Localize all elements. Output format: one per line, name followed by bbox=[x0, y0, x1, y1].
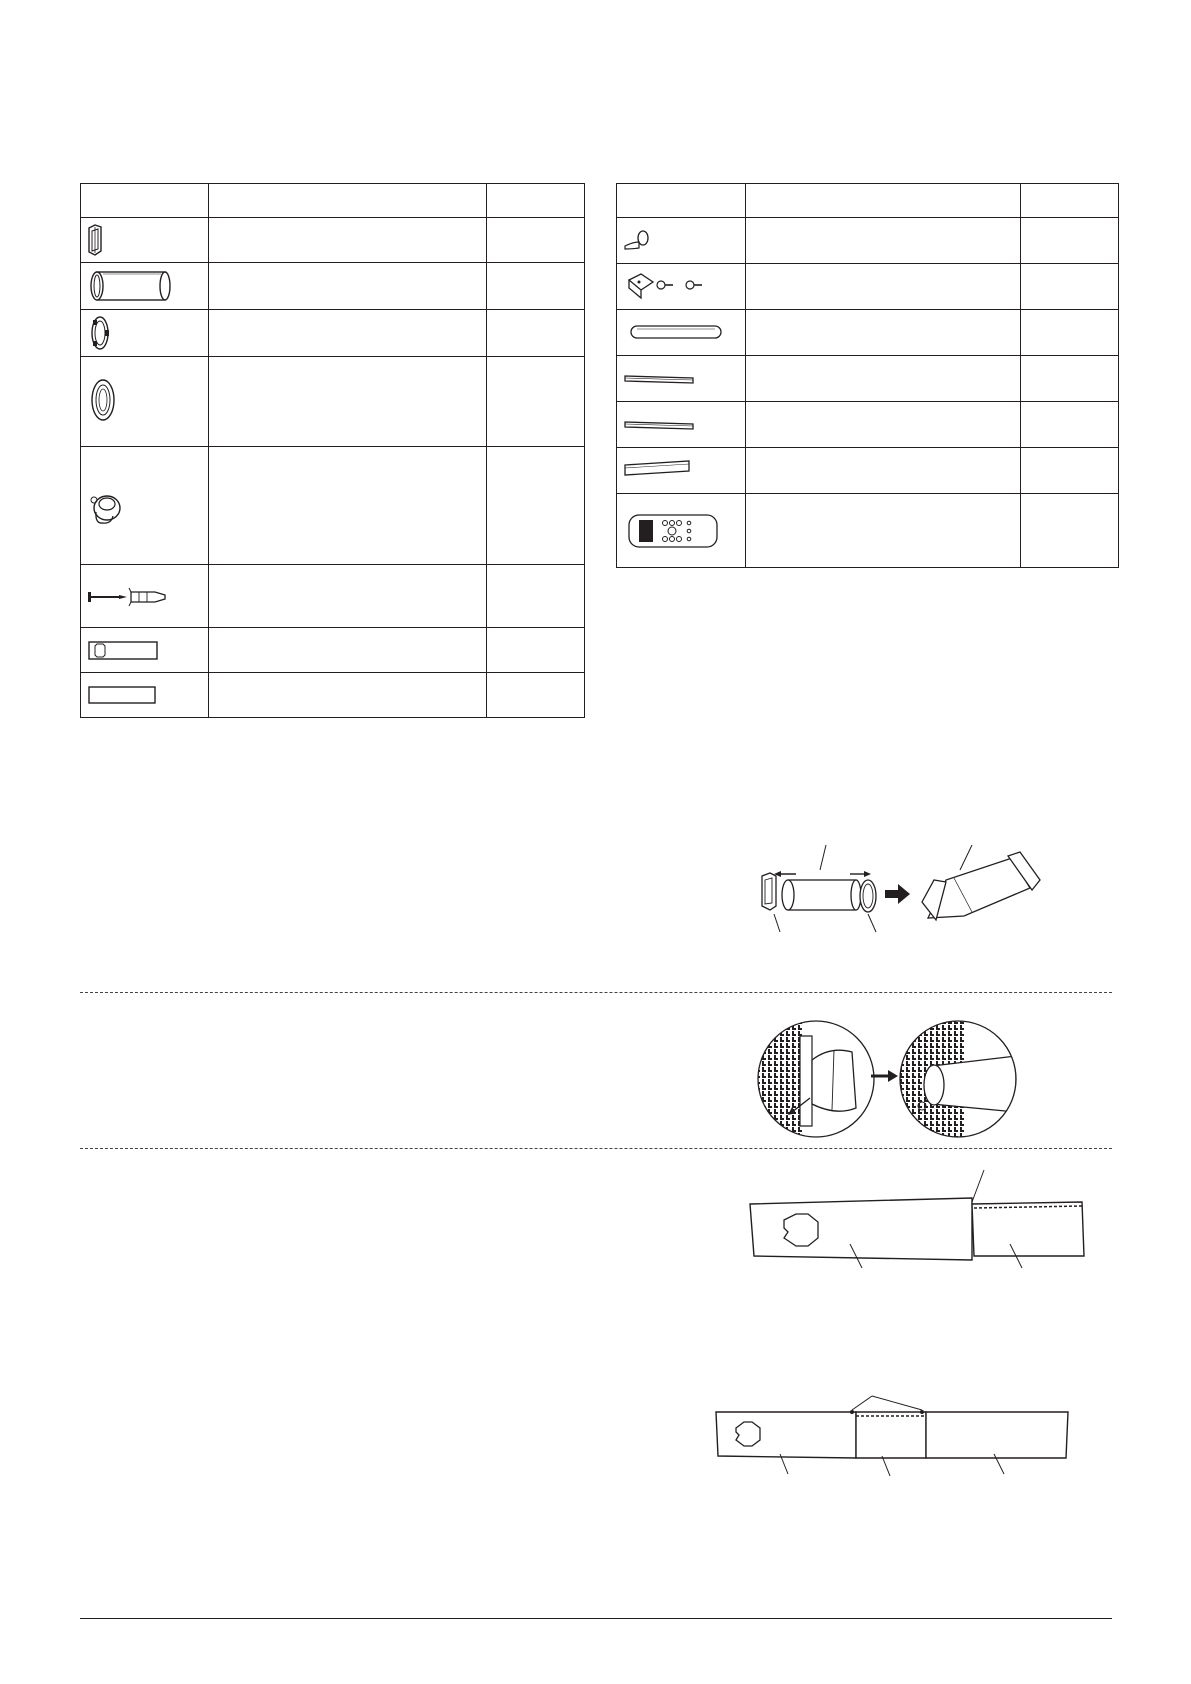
hose-assembly-figure bbox=[750, 840, 1050, 940]
drain-plug-adaptor-icon bbox=[81, 448, 209, 564]
table-row bbox=[617, 264, 1119, 310]
table-row bbox=[81, 447, 585, 565]
window-panel-icon bbox=[81, 673, 209, 717]
table-row bbox=[617, 494, 1119, 568]
table-row bbox=[81, 357, 585, 447]
footer-rule bbox=[80, 1618, 1112, 1619]
table-row bbox=[617, 218, 1119, 264]
pin-icon bbox=[617, 218, 746, 263]
table-row bbox=[617, 402, 1119, 448]
table-row bbox=[617, 448, 1119, 494]
remote-control-icon bbox=[617, 495, 746, 567]
table-row bbox=[81, 218, 585, 263]
parts-table-right bbox=[616, 183, 1119, 568]
foam-strip-wide-icon bbox=[617, 448, 746, 493]
table-row bbox=[81, 673, 585, 718]
table-row bbox=[617, 356, 1119, 402]
table-row bbox=[81, 263, 585, 310]
window-panel-three-piece-figure bbox=[712, 1378, 1074, 1482]
table-header-row bbox=[617, 184, 1119, 218]
table-header-row bbox=[81, 184, 585, 218]
exhaust-hose-icon bbox=[81, 263, 209, 309]
section-divider bbox=[80, 992, 1112, 993]
foam-seal-icon bbox=[617, 310, 746, 355]
table-row bbox=[81, 310, 585, 357]
window-panel-with-hole-icon bbox=[81, 628, 209, 672]
table-row bbox=[81, 565, 585, 628]
round-adaptor-icon bbox=[81, 358, 209, 446]
screw-and-anchor-icon bbox=[81, 565, 209, 627]
foam-strip-long-icon bbox=[617, 356, 746, 401]
window-panel-two-piece-figure bbox=[746, 1168, 1086, 1272]
hose-attach-to-unit-figure bbox=[756, 1016, 1018, 1142]
foam-strip-short-icon bbox=[617, 402, 746, 447]
table-row bbox=[81, 628, 585, 673]
bracket-and-screws-icon bbox=[617, 264, 746, 309]
hose-connector-icon bbox=[81, 310, 209, 356]
window-adaptor-icon bbox=[81, 218, 209, 262]
section-divider bbox=[80, 1148, 1112, 1149]
table-row bbox=[617, 310, 1119, 356]
parts-table-left bbox=[80, 183, 585, 718]
